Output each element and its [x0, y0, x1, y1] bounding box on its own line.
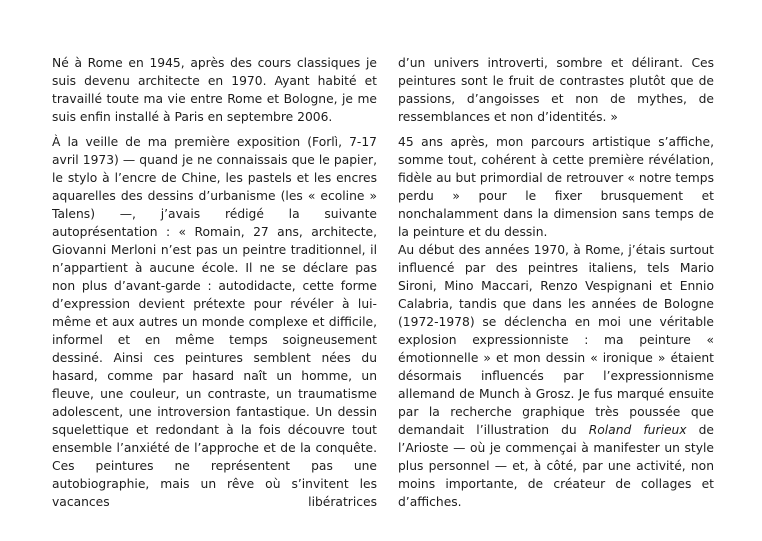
paragraph-run-before-italic: Au début des années 1970, à Rome, j’étais surtout influencé par des peintres italiens, tels Mario Sironi, Mino Maccari, Renzo Vespignani et Ennio Calabria, tandis que dans les années de Bologne (1972-1978) se déclencha en moi une véritable explosion expressionniste : ma peinture « émotionnelle » et mon dessin « ironique » étaient désormais influencés par l’expressionnisme allemand de Munch à Grosz. Je fus marqué ensuite par la recherche graphique très poussée que demandait l’illustration du: [398, 243, 714, 437]
paragraph-45-ans-apres: 45 ans après, mon parcours artistique s’affiche, somme tout, cohérent à cette première révélation, fidèle au but primordial de retrouver « notre temps perdu » pour le fixer brusquement et nonchalamment dans la dimension sans temps de la peinture et du dessin.: [398, 135, 714, 239]
paragraph-first-exposition: À la veille de ma première exposition (Forlì, 7-17 avril 1973) — quand je ne connaissais que le papier, le stylo à l’encre de Chine, les pastels et les encres aquarelles des dessins d’urbanisme (les « ecoline » Talens) —, j’avais rédigé la suivante autoprésentation : « Romain, 27 ans, architecte, Giovanni Merloni n’est pas un peintre traditionnel, il n’appartient à aucune école. Il ne se déclare pas non plus d’avant-garde : autodidacte, cette forme d’expression devient prétexte pour révéler à lui-même et aux autres un monde complexe et difficile, informel et en même temps soigneusement dessiné. Ainsi ces peintures semblent nées du hasard, comme par hasard naît un homme, un fleuve, une couleur, un contraste, un traumatisme adolescent, une introversion fantastique. Un dessin squelettique et redondant à la fois découvre tout ensemble l’anxiété de l’approche et de la conquête. Ces peintures ne représentent pas une autobiographie, mais un rêve où s’invitent les vacances libératrices: [52, 135, 377, 509]
paragraph-biography: Né à Rome en 1945, après des cours classiques je suis devenu architecte en 1970. Ayant habité et travaillé toute ma vie entre Rome et Bologne, je me suis enfin installé à Paris en septembre 2006.: [52, 56, 377, 124]
paragraph-run-after-italic: de l’Arioste — où je commençai à manifester un style plus personnel — et, à côté, par une activité, non moins importante, de créateur de collages et d’affiches.: [398, 423, 714, 509]
two-column-text-layout: [52, 54, 714, 511]
text-column-right: [398, 54, 714, 511]
book-title-roland-furieux: Roland furieux: [588, 423, 687, 437]
paragraph-univers-continuation: d’un univers introverti, sombre et délirant. Ces peintures sont le fruit de contrastes plutôt que de passions, d’angoisses et non de mythes, de ressemblances et non d’identités. »: [398, 56, 714, 124]
text-column-left: [52, 54, 377, 511]
paragraph-au-debut: [398, 241, 714, 511]
